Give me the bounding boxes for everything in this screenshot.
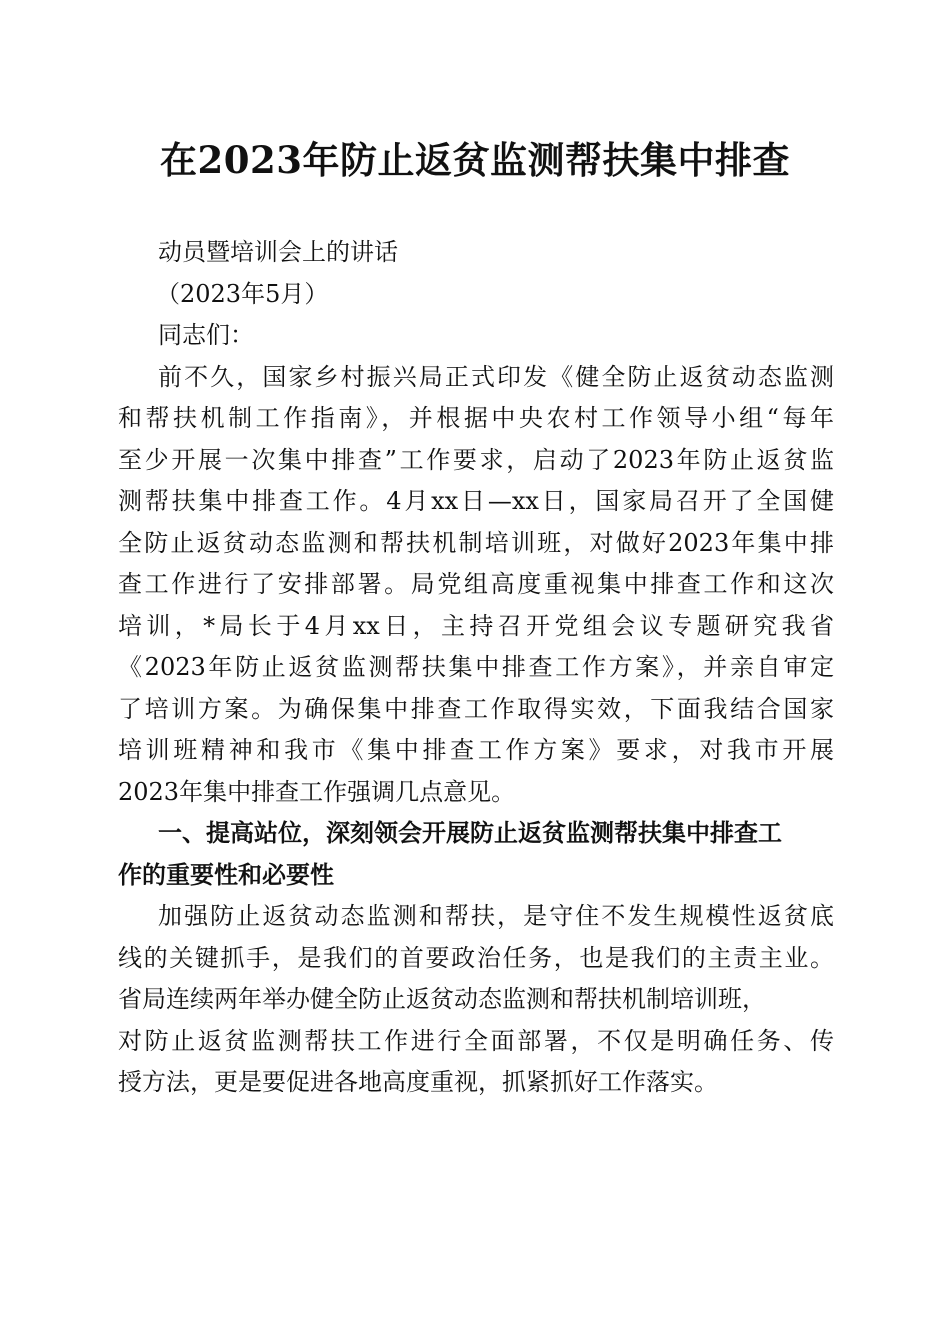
section-1-heading bbox=[118, 813, 834, 896]
paragraph-line: 授方法，更是要促进各地高度重视，抓紧抓好工作落实。 bbox=[118, 1068, 718, 1096]
paragraph-line: 线的关键抓手，是我们的首要政治任务，也是我们的主责主业。 bbox=[118, 943, 834, 972]
paragraph-line: 2023年集中排查工作强调几点意见。 bbox=[118, 777, 516, 806]
paragraph-line: 至少开展一次集中排查”工作要求，启动了2023年防止返贫监 bbox=[118, 445, 834, 474]
document-body bbox=[118, 232, 834, 1104]
paragraph-line: 测帮扶集中排查工作。4月xx日—xx日，国家局召开了全国健 bbox=[118, 487, 834, 515]
paragraph-line: 全防止返贫动态监测和帮扶机制培训班，对做好2023年集中排 bbox=[118, 528, 834, 557]
heading-line: 作的重要性和必要性 bbox=[118, 860, 334, 889]
paragraph-line: 了培训方案。为确保集中排查工作取得实效，下面我结合国家 bbox=[118, 694, 834, 723]
paragraph-line: 前不久，国家乡村振兴局正式印发《健全防止返贫动态监测 bbox=[158, 362, 834, 391]
paragraph-2 bbox=[118, 896, 834, 1104]
paragraph-line: 培训，*局长于4月xx日，主持召开党组会议专题研究我省 bbox=[118, 611, 834, 640]
paragraph-line: 培训班精神和我市《集中排查工作方案》要求，对我市开展 bbox=[118, 736, 834, 764]
document-date: （2023年5月） bbox=[156, 279, 329, 308]
paragraph-1 bbox=[118, 357, 834, 814]
paragraph-line: 加强防止返贫动态监测和帮扶，是守住不发生规模性返贫底 bbox=[158, 902, 834, 930]
paragraph-line: 省局连续两年举办健全防止返贫动态监测和帮扶机制培训班， bbox=[118, 985, 766, 1013]
document-subtitle: 动员暨培训会上的讲话 bbox=[158, 238, 398, 266]
salutation: 同志们： bbox=[158, 321, 254, 349]
heading-line: 一、提高站位，深刻领会开展防止返贫监测帮扶集中排查工 bbox=[158, 819, 782, 847]
document-title: 在2023年防止返贫监测帮扶集中排查 bbox=[160, 138, 790, 182]
paragraph-line: 对防止返贫监测帮扶工作进行全面部署，不仅是明确任务、传 bbox=[118, 1026, 834, 1055]
paragraph-line: 查工作进行了安排部署。局党组高度重视集中排查工作和这次 bbox=[118, 570, 834, 598]
paragraph-line: 《2023年防止返贫监测帮扶集中排查工作方案》，并亲自审定 bbox=[118, 653, 834, 681]
paragraph-line: 和帮扶机制工作指南》，并根据中央农村工作领导小组“每年 bbox=[118, 404, 834, 432]
